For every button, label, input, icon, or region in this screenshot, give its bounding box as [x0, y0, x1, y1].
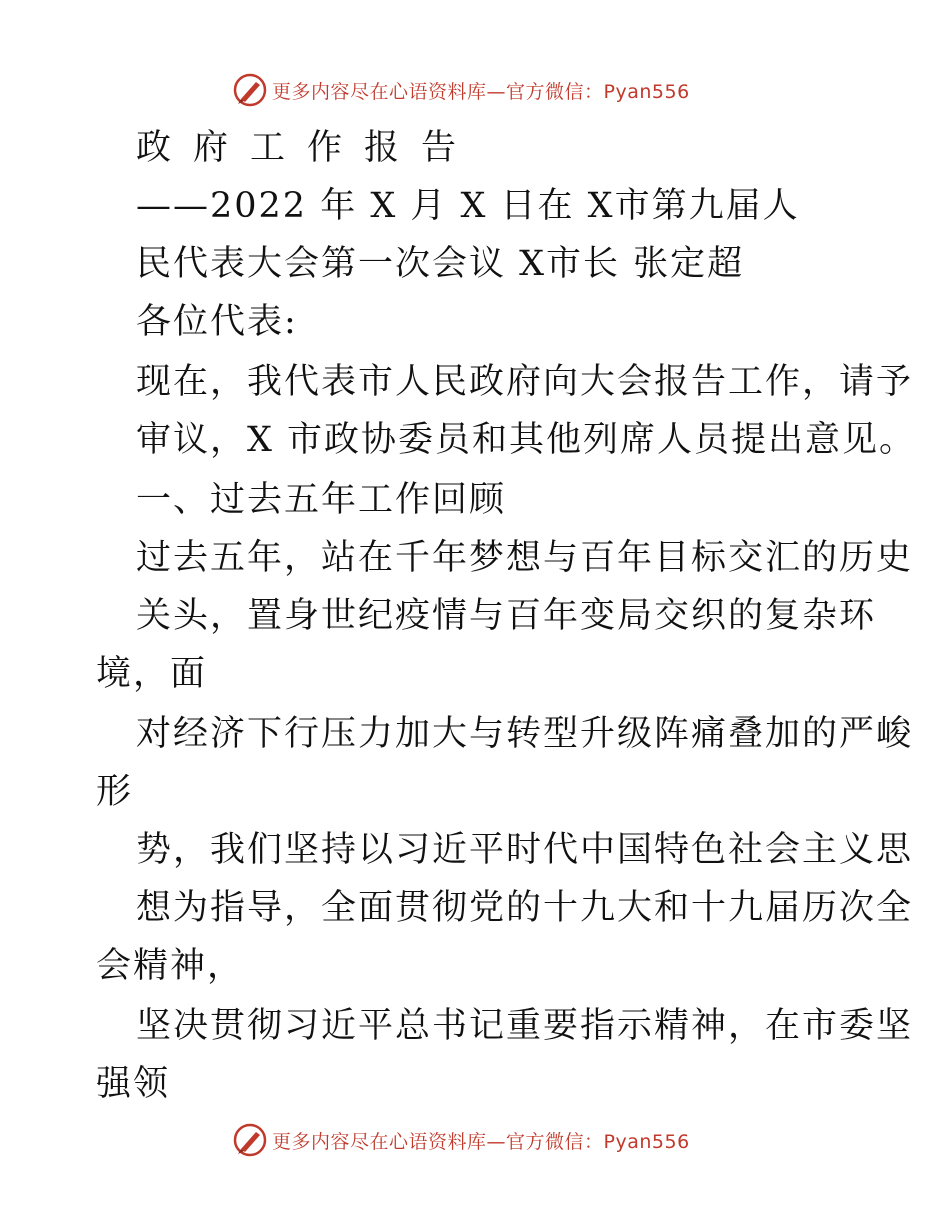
- section-heading: 一、过去五年工作回顾: [136, 480, 507, 520]
- watermark-text: 更多内容尽在心语资料库—官方微信：Pyan556: [272, 1130, 690, 1153]
- text-line: 形: [96, 772, 134, 812]
- watermark-banner-bottom: [232, 1120, 712, 1160]
- pen-logo-icon: [232, 72, 268, 108]
- text-line: 现在，我代表市人民政府向大会报告工作，请予: [136, 362, 914, 402]
- text-line: 民代表大会第一次会议 X市长 张定超: [136, 244, 745, 284]
- text-line: 过去五年，站在千年梦想与百年目标交汇的历史: [136, 538, 914, 578]
- watermark-text: 更多内容尽在心语资料库—官方微信：Pyan556: [272, 80, 690, 103]
- salutation: 各位代表:: [136, 302, 298, 342]
- text-line: 审议，X 市政协委员和其他列席人员提出意见。: [136, 420, 917, 460]
- document-title: 政府工作报告: [136, 128, 479, 168]
- text-line: 关头，置身世纪疫情与百年变局交织的复杂环: [136, 596, 877, 636]
- text-line: 会精神，: [96, 946, 245, 986]
- text-line: 强领: [96, 1064, 171, 1104]
- text-line: 境，面: [96, 654, 208, 694]
- text-line: 势，我们坚持以习近平时代中国特色社会主义思: [136, 830, 914, 870]
- watermark-banner-top: [232, 70, 712, 110]
- text-line: 坚决贯彻习近平总书记重要指示精神，在市委坚: [136, 1006, 914, 1046]
- text-line: ——2022 年 X 月 X 日在 X市第九届人: [136, 186, 800, 226]
- pen-logo-icon: [232, 1122, 268, 1158]
- text-line: 想为指导，全面贯彻党的十九大和十九届历次全: [136, 888, 914, 928]
- text-line: 对经济下行压力加大与转型升级阵痛叠加的严峻: [136, 714, 914, 754]
